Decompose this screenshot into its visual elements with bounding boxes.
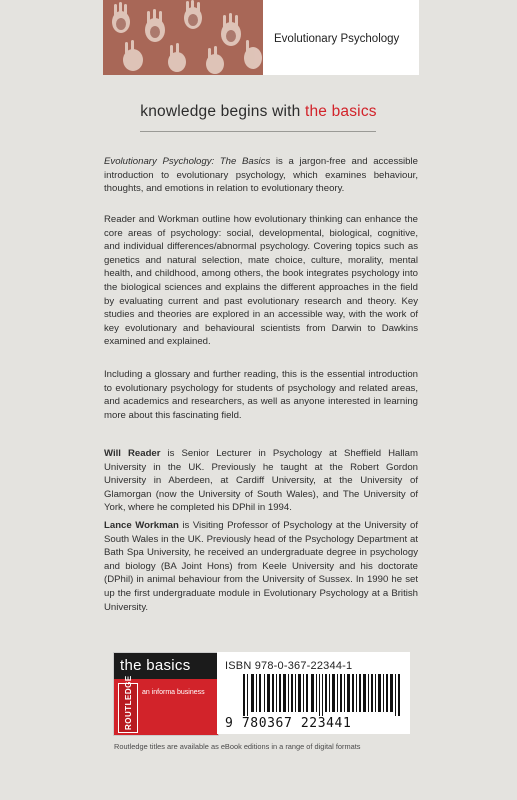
tagline-accent: the basics	[304, 103, 377, 120]
routledge-logo	[118, 675, 138, 733]
cover-art-image	[103, 0, 263, 75]
cave-hands-art	[103, 0, 263, 75]
author-name-reader: Will Reader	[104, 448, 161, 459]
blurb-paragraph-overview: Reader and Workman outline how evolutionary thinking can enhance the core areas of psychology: social, developmental, biological, cognitive, and individual differences/abnormal psychology. Covering topics such as genetics and natural selection, mate choice, culture, morality, mental health, and childhood, among others, the book integrates psychology into the biological sciences and explains the different approaches in the field by evaluating current and past evolutionary research and theory. Key studies and theories are explored in an accessible way, with the work of key evolutionary and behavioural scientists from Darwin to Dawkins examined and explained.	[104, 214, 418, 348]
barcode-digits: 9 780367 223441	[225, 716, 352, 731]
series-tagline	[0, 103, 517, 121]
blurb-paragraph-intro	[104, 155, 418, 196]
ebook-availability-note: Routledge titles are available as eBook editions in a range of digital formats	[114, 742, 361, 751]
author-bio-reader-text: is Senior Lecturer in Psychology at Sheffield Hallam University in the UK. Previously he taught at the Robert Gordon University in Aberdeen, at Cardiff University, at the University of Glamorgan (now the University of South Wales), and The University of York, where he completed his DPhil in 1994.	[104, 448, 418, 514]
author-bio-workman	[104, 519, 418, 614]
tagline-prefix: knowledge begins with	[140, 103, 305, 120]
tagline-divider	[140, 131, 376, 132]
author-name-workman: Lance Workman	[104, 520, 179, 531]
series-badge	[113, 652, 219, 736]
author-bio-reader	[104, 447, 418, 515]
author-bio-workman-text: is Visiting Professor of Psychology at the University of South Wales in the UK. Previously head of the Psychology Department at Bath Spa University, he received an undergraduate degree in psychology and biology (BA Joint Hons) from Keele University and his doctorate (DPhil) in animal behaviour from the University of Sussex. In 1990 he set up the first undergraduate module in Evolutionary Psychology at a British University.	[104, 520, 418, 613]
blurb-intro-text: is a jargon-free and accessible introduction to evolutionary psychology, which examines behaviour, thoughts, and emotions in relation to evolutionary theory.	[104, 156, 418, 195]
header-title-box	[263, 0, 419, 75]
barcode-icon	[243, 674, 401, 716]
blurb-paragraph-audience: Including a glossary and further reading, this is the essential introduction to evolutionary psychology for students of psychology and related areas, and academics and researchers, as well as anyone interested in learning more about this fascinating field.	[104, 369, 418, 421]
series-label: the basics	[120, 657, 191, 674]
isbn-number: ISBN 978-0-367-22344-1	[225, 660, 353, 672]
barcode-panel	[217, 652, 410, 734]
publisher-logo-bar	[114, 675, 218, 735]
series-book-title: Evolutionary Psychology	[274, 33, 400, 45]
publisher-tagline: an informa business	[142, 689, 205, 696]
book-title-italic: Evolutionary Psychology: The Basics	[104, 156, 271, 167]
publisher-name: ROUTLEDGE	[124, 675, 133, 730]
